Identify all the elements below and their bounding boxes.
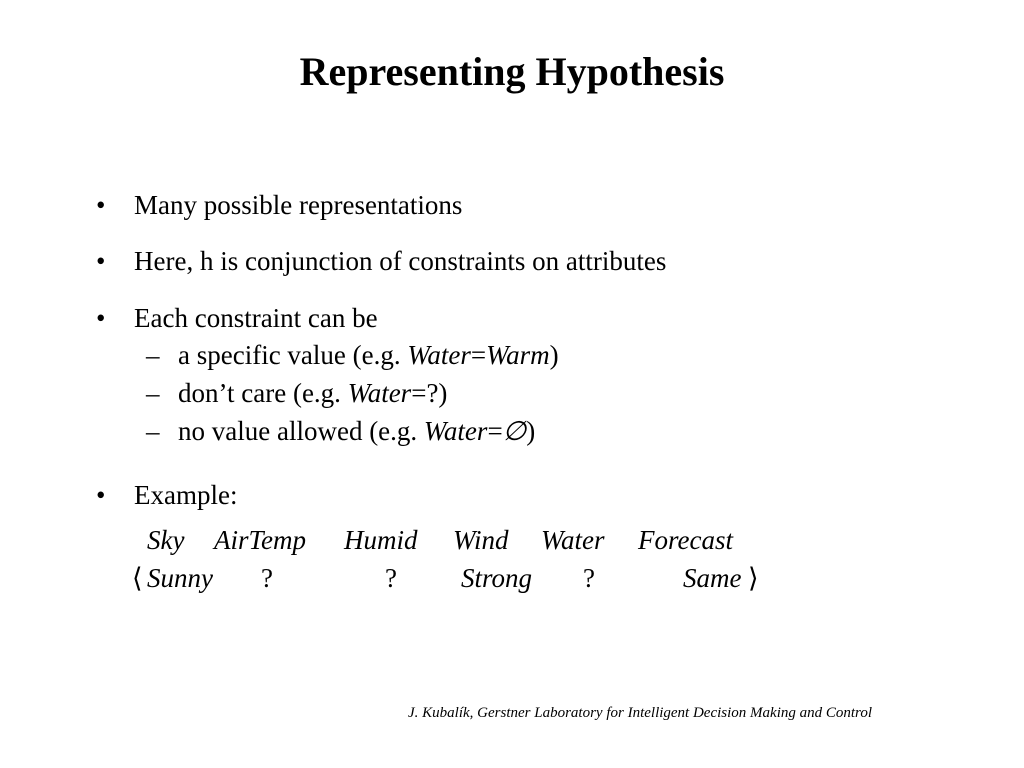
bullet-marker: •	[96, 246, 106, 276]
sub-val: ∅	[502, 416, 527, 446]
sub-post: )	[549, 340, 559, 370]
sub-post: )	[526, 416, 536, 446]
sub-eq: =	[487, 416, 503, 446]
example-header-sky: Sky	[147, 525, 185, 555]
example-value-sky: Sunny	[147, 563, 213, 593]
sub-marker: –	[146, 340, 160, 370]
example-header-wind: Wind	[453, 525, 509, 555]
bullet-text: Many possible representations	[134, 190, 463, 220]
bullet-text: Here, h is conjunction of constraints on attributes	[134, 246, 667, 276]
bullet-marker: •	[96, 190, 106, 220]
example-open-bracket: ⟨	[132, 563, 143, 593]
bullet-marker: •	[96, 303, 106, 333]
sub-text: no value allowed (e.g.	[178, 416, 424, 446]
bullet-text: Example:	[134, 480, 238, 510]
bullet-marker: •	[96, 480, 106, 510]
sub-item-dont-care	[146, 376, 447, 410]
bullet-representations	[96, 188, 462, 222]
sub-text: a specific value (e.g.	[178, 340, 408, 370]
sub-item-no-value	[146, 414, 535, 448]
slide-title: Representing Hypothesis	[299, 49, 725, 94]
example-header-forecast: Forecast	[638, 525, 733, 555]
example-header-water: Water	[541, 525, 605, 555]
sub-marker: –	[146, 378, 160, 408]
bullet-constraint	[96, 301, 378, 335]
example-header-airtemp: AirTemp	[214, 525, 307, 555]
example-header-humid: Humid	[344, 525, 418, 555]
bullet-conjunction	[96, 244, 666, 278]
sub-attr: Water	[347, 378, 412, 408]
bullet-example	[96, 478, 237, 512]
example-value-wind: Strong	[461, 563, 533, 593]
sub-attr: Water	[423, 416, 488, 446]
example-close-bracket: ⟩	[748, 563, 759, 593]
example-value-forecast: Same	[683, 563, 742, 593]
sub-eq: =	[470, 340, 487, 370]
example-value-water: ?	[583, 563, 595, 593]
sub-post: )	[438, 378, 448, 408]
sub-attr: Water	[407, 340, 471, 370]
sub-eq: =	[411, 378, 427, 408]
bullet-text: Each constraint can be	[134, 303, 378, 333]
sub-text: don’t care (e.g.	[178, 378, 348, 408]
sub-item-specific-value	[146, 338, 559, 372]
example-value-humid: ?	[385, 563, 397, 593]
sub-val: Warm	[486, 340, 550, 370]
sub-marker: –	[146, 416, 160, 446]
footer-credit: J. Kubalík, Gerstner Laboratory for Intelligent Decision Making and Control	[408, 705, 872, 721]
sub-val: ?	[426, 378, 439, 408]
example-value-airtemp: ?	[261, 563, 273, 593]
